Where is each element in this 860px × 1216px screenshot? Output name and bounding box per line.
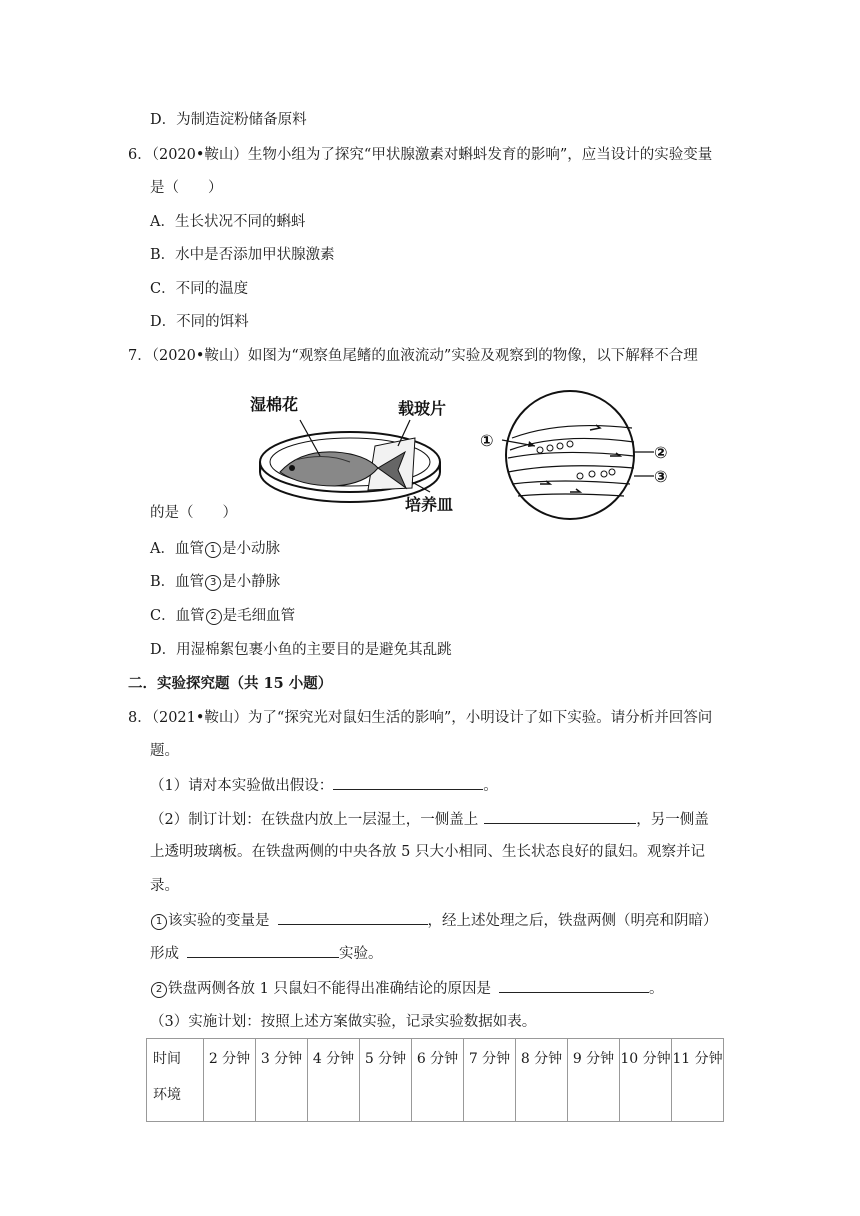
data-table xyxy=(146,1038,724,1122)
q8-sub2 xyxy=(150,978,663,999)
corner-label-time: 时间 xyxy=(153,1051,181,1067)
table-row xyxy=(147,1039,724,1122)
q8-part1-text: （1）请对本实验做出假设： xyxy=(150,778,334,794)
answer-blank-hypothesis[interactable] xyxy=(333,775,483,790)
q7-option-a xyxy=(150,539,280,559)
q8-sub1-prefix: 该实验的变量是 xyxy=(168,913,270,929)
table-header-cell: 11 分钟 xyxy=(672,1039,724,1122)
q8-sub1b-suffix: 实验。 xyxy=(339,946,383,962)
petri-dish-drawing xyxy=(260,420,440,502)
label-glass-slide: 载玻片 xyxy=(398,399,447,418)
marker-vessel-2: ② xyxy=(654,443,668,462)
q5-option-d: D．为制造淀粉储备原料 xyxy=(150,112,307,128)
table-header-cell: 8 分钟 xyxy=(516,1039,568,1122)
fish-tail-figure xyxy=(240,380,700,520)
q7-a-suffix: 是小动脉 xyxy=(221,541,280,557)
q8-sub1-line1 xyxy=(150,910,718,931)
q8-sub1-suffix: ，经上述处理之后，铁盘两侧（明亮和阴暗） xyxy=(427,913,718,929)
circled-number-1: 1 xyxy=(151,914,167,930)
q7-stem: 7．（2020•鞍山）如图为“观察鱼尾鳍的血液流动”实验及观察到的物像，以下解释不合理 xyxy=(128,348,698,364)
circled-number-1: 1 xyxy=(205,542,221,558)
q8-sub1b-prefix: 形成 xyxy=(150,946,179,962)
marker-vessel-1: ① xyxy=(480,431,494,450)
q7-c-suffix: 是毛细血管 xyxy=(222,608,296,624)
answer-blank-reason[interactable] xyxy=(499,978,649,993)
q8-stem: 8．（2021•鞍山）为了“探究光对鼠妇生活的影响”，小明设计了如下实验。请分析并回答问 xyxy=(128,710,713,726)
q7-c-prefix: C．血管 xyxy=(150,608,205,624)
q8-part3: （3）实施计划：按照上述方案做实验，记录实验数据如表。 xyxy=(150,1014,537,1030)
table-header-cell: 6 分钟 xyxy=(412,1039,464,1122)
label-petri-dish: 培养皿 xyxy=(405,495,454,514)
circled-number-2: 2 xyxy=(151,982,167,998)
q6-option-d: D．不同的饵料 xyxy=(150,314,249,330)
q8-part2-prefix: （2）制订计划：在铁盘内放上一层湿土，一侧盖上 xyxy=(150,812,479,828)
q8-part1 xyxy=(150,775,498,796)
q7-b-prefix: B．血管 xyxy=(150,574,205,590)
microscope-view-drawing xyxy=(502,391,654,519)
q6-stem-cont: 是（ ） xyxy=(150,180,223,196)
table-header-cell: 7 分钟 xyxy=(464,1039,516,1122)
q8-part2-line1 xyxy=(150,809,709,830)
q6-option-b: B．水中是否添加甲状腺激素 xyxy=(150,247,335,263)
q6-option-c: C．不同的温度 xyxy=(150,281,249,297)
q7-b-suffix: 是小静脉 xyxy=(222,574,281,590)
table-corner-cell xyxy=(147,1039,204,1122)
circled-number-3: 3 xyxy=(205,575,221,591)
corner-label-environment: 环境 xyxy=(153,1087,181,1103)
table-header-cell: 4 分钟 xyxy=(308,1039,360,1122)
q7-stem-cont: 的是（ ） xyxy=(150,505,237,521)
q7-a-prefix: A．血管 xyxy=(150,541,204,557)
table-header-cell: 10 分钟 xyxy=(620,1039,672,1122)
q8-sub2-prefix: 铁盘两侧各放 1 只鼠妇不能得出准确结论的原因是 xyxy=(168,981,491,997)
table-header-cell: 5 分钟 xyxy=(360,1039,412,1122)
q8-part1-end: 。 xyxy=(483,778,498,794)
q6-stem: 6．（2020•鞍山）生物小组为了探究“甲状腺激素对蝌蚪发育的影响”，应当设计的实验变量 xyxy=(128,147,713,163)
answer-blank-cover[interactable] xyxy=(484,809,636,824)
q6-option-a: A．生长状况不同的蝌蚪 xyxy=(150,214,306,230)
q8-sub2-suffix: 。 xyxy=(648,981,664,997)
answer-blank-experiment-type[interactable] xyxy=(187,943,339,958)
label-wet-cotton: 湿棉花 xyxy=(250,395,299,414)
q7-option-c xyxy=(150,606,295,626)
marker-vessel-3: ③ xyxy=(654,467,668,486)
table-header-cell: 3 分钟 xyxy=(256,1039,308,1122)
q8-stem-cont: 题。 xyxy=(150,743,179,759)
q7-option-b xyxy=(150,572,280,592)
q8-part2-suffix: ，另一侧盖 xyxy=(636,812,709,828)
table-header-cell: 2 分钟 xyxy=(204,1039,256,1122)
q7-option-d: D．用湿棉絮包裹小鱼的主要目的是避免其乱跳 xyxy=(150,642,452,658)
table-header-cell: 9 分钟 xyxy=(568,1039,620,1122)
q8-part2-line3: 录。 xyxy=(150,878,179,894)
circled-number-2: 2 xyxy=(206,609,222,625)
q8-part2-line2: 上透明玻璃板。在铁盘两侧的中央各放 5 只大小相同、生长状态良好的鼠妇。观察并记 xyxy=(150,844,705,860)
answer-blank-variable[interactable] xyxy=(278,910,428,925)
section-heading: 二．实验探究题（共 15 小题） xyxy=(128,675,333,692)
q8-sub1-line2 xyxy=(150,943,383,964)
